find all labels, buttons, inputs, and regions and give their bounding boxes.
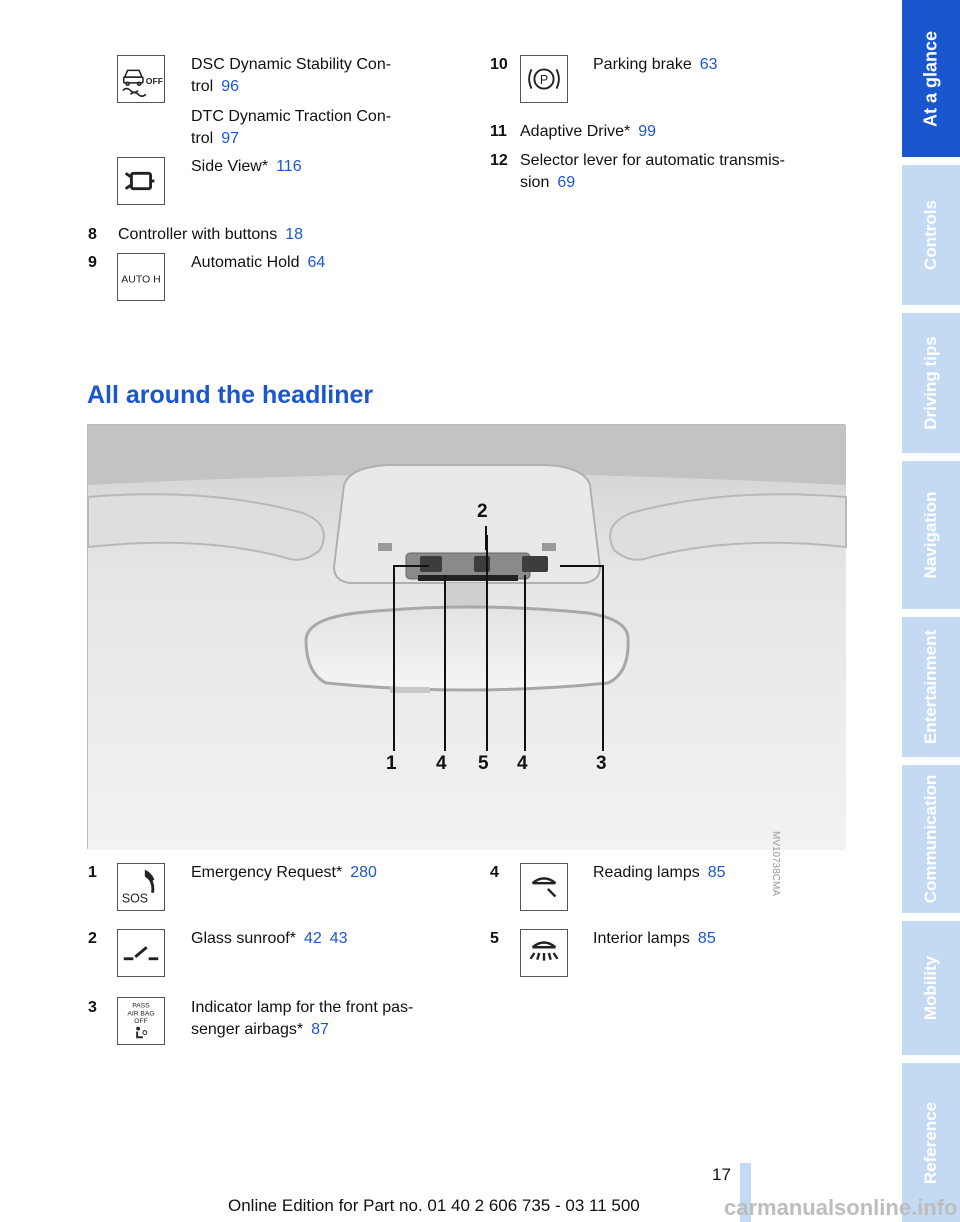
item-9-page-link[interactable]: 64 — [307, 254, 326, 271]
item-11-page-link[interactable]: 99 — [638, 123, 657, 140]
svg-text:AIR BAG: AIR BAG — [127, 1010, 155, 1018]
item-8-number: 8 — [88, 226, 97, 243]
sos-phone-icon — [117, 863, 165, 911]
item-8-text: Controller with buttons 18 — [118, 226, 303, 243]
item-11-number: 11 — [490, 123, 507, 140]
dtc-page-link[interactable]: 97 — [221, 130, 240, 147]
interior-lamp-icon — [520, 929, 568, 977]
item-2-number: 2 — [88, 930, 97, 947]
dsc-text: DSC Dynamic Stability Con- trol 96 — [191, 56, 392, 95]
item-8-page-link[interactable]: 18 — [285, 226, 303, 243]
chapter-sidebar — [902, 0, 960, 1222]
page-number: 17 — [712, 1165, 731, 1184]
item-2-page-link-1[interactable]: 42 — [303, 930, 322, 947]
item-12-page-link[interactable]: 69 — [557, 174, 576, 191]
item-3-number: 3 — [88, 999, 97, 1016]
svg-text:P: P — [539, 72, 549, 87]
callout-line-4b — [524, 575, 526, 751]
svg-text:OFF: OFF — [134, 1017, 148, 1025]
callout-line-2 — [485, 526, 487, 550]
tab-navigation[interactable]: Navigation — [902, 461, 960, 609]
dtc-text: DTC Dynamic Traction Con- trol 97 — [191, 108, 392, 147]
camera-icon — [117, 157, 165, 205]
item-4-number: 4 — [490, 864, 499, 881]
item-4-text: Reading lamps 85 — [593, 864, 726, 881]
svg-text:SOS: SOS — [121, 891, 149, 906]
callout-label-5: 5 — [478, 753, 489, 774]
parking-brake-icon — [520, 55, 568, 103]
tab-driving-tips[interactable]: Driving tips — [902, 313, 960, 453]
callout-line-5 — [486, 535, 488, 751]
side-view-text: Side View* 116 — [191, 158, 302, 175]
item-12-text: Selector lever for automatic transmis- sion 69 — [520, 152, 785, 191]
callout-line-1-top — [393, 565, 429, 567]
dsc-page-link[interactable]: 96 — [221, 78, 240, 95]
tab-at-a-glance[interactable]: At a glance — [902, 0, 960, 157]
item-10-text: Parking brake 63 — [593, 56, 718, 73]
item-1-page-link[interactable]: 280 — [350, 864, 377, 881]
item-10-page-link[interactable]: 63 — [699, 56, 718, 73]
callout-label-3: 3 — [596, 753, 607, 774]
item-2-page-link-2[interactable]: 43 — [329, 930, 348, 947]
item-5-number: 5 — [490, 930, 499, 947]
tab-reference[interactable]: Reference — [902, 1063, 960, 1222]
callout-line-3 — [602, 565, 604, 751]
item-3-text: Indicator lamp for the front pas- senger airbags* 87 — [191, 999, 414, 1038]
callout-line-4a — [444, 575, 446, 751]
item-11-text: Adaptive Drive* 99 — [520, 123, 657, 140]
tab-communication[interactable]: Communication — [902, 765, 960, 913]
dsc-off-icon — [117, 55, 165, 103]
callout-label-1: 1 — [386, 753, 397, 774]
item-5-text: Interior lamps 85 — [593, 930, 716, 947]
tab-mobility[interactable]: Mobility — [902, 921, 960, 1055]
item-5-page-link[interactable]: 85 — [697, 930, 716, 947]
headliner-illustration — [88, 425, 846, 850]
callout-line-1 — [393, 565, 395, 751]
tab-entertainment[interactable]: Entertainment — [902, 617, 960, 757]
tab-controls[interactable]: Controls — [902, 165, 960, 305]
airbag-off-icon — [117, 997, 165, 1045]
callout-line-3-top — [560, 565, 604, 567]
edition-line: Online Edition for Part no. 01 40 2 606 735 - 03 11 500 — [228, 1196, 640, 1215]
reading-lamp-icon — [520, 863, 568, 911]
callout-label-4a: 4 — [436, 753, 447, 774]
svg-text:OFF: OFF — [145, 75, 164, 86]
item-12-number: 12 — [490, 152, 508, 169]
item-10-number: 10 — [490, 56, 508, 73]
callout-label-4b: 4 — [517, 753, 528, 774]
item-1-number: 1 — [88, 864, 97, 881]
watermark: carmanualsonline.info — [724, 1195, 958, 1220]
svg-text:PASS: PASS — [132, 1002, 150, 1010]
callout-label-2: 2 — [477, 501, 488, 522]
item-9-text: Automatic Hold 64 — [191, 254, 326, 271]
item-3-page-link[interactable]: 87 — [311, 1021, 329, 1038]
sunroof-icon — [117, 929, 165, 977]
item-1-text: Emergency Request* 280 — [191, 864, 377, 881]
item-2-text: Glass sunroof* 42 43 — [191, 930, 348, 947]
section-heading: All around the headliner — [87, 381, 374, 409]
item-9-number: 9 — [88, 254, 97, 271]
svg-text:AUTO H: AUTO H — [121, 273, 161, 286]
figure-code: MV10738CMA — [770, 831, 781, 897]
auto-hold-icon — [117, 253, 165, 301]
item-4-page-link[interactable]: 85 — [707, 864, 726, 881]
side-view-page-link[interactable]: 116 — [276, 158, 302, 175]
